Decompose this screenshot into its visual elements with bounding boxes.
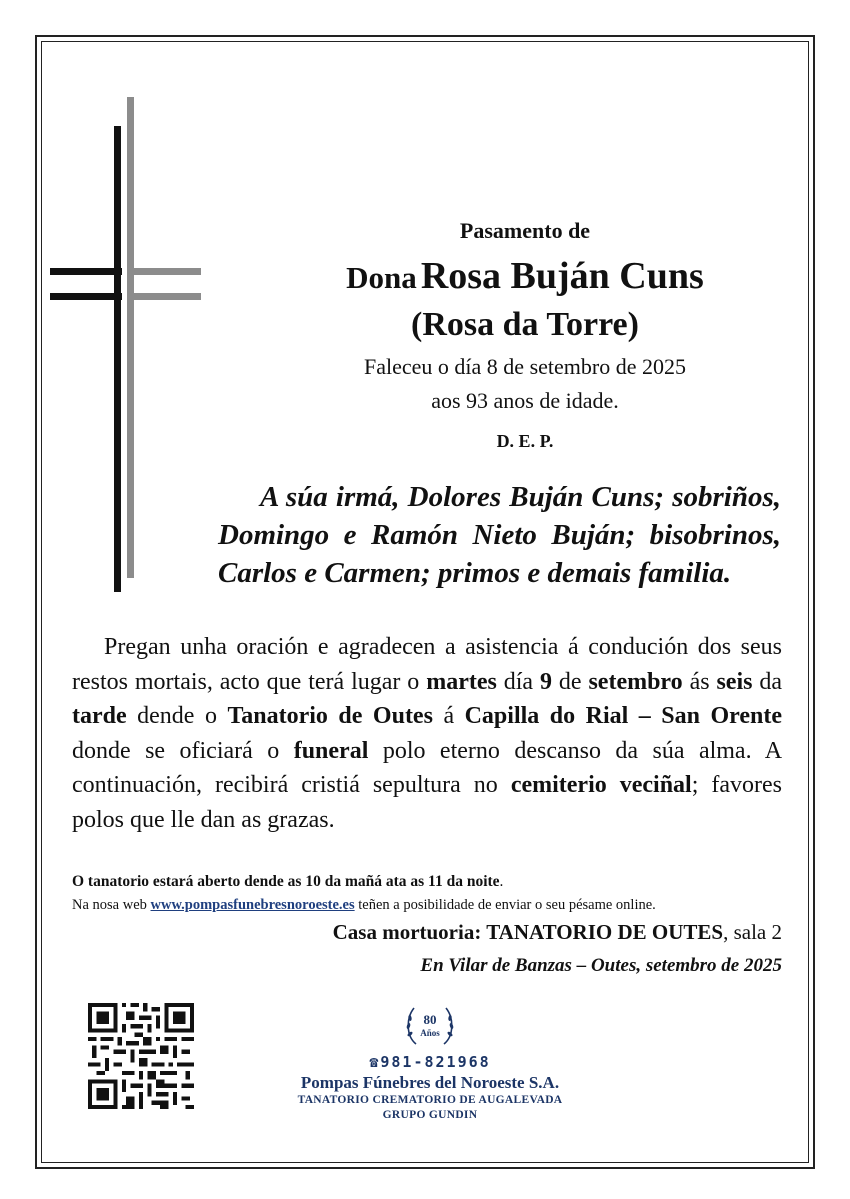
notice-heading: Pasamento de — [459, 218, 591, 243]
death-date: Faleceu o día 8 de setembro de 2025 — [364, 354, 686, 379]
deceased-name — [270, 254, 780, 298]
qr-code[interactable] — [88, 1003, 194, 1109]
company-subtitle-1: TANATORIO CREMATORIO DE AUGALEVADA — [297, 1094, 563, 1106]
phone-icon: ☎ — [369, 1053, 381, 1071]
rip-text: D. E. P. — [496, 431, 554, 451]
website-link[interactable]: www.pompasfunebresnoroeste.es — [150, 897, 355, 913]
mortuary-location: Casa mortuoria: TANATORIO DE OUTES, sala 2 — [332, 920, 782, 944]
cross-arm-black-bottom — [50, 293, 122, 300]
phone-number[interactable]: ☎981-821968 — [369, 1053, 491, 1071]
cross-arm-gray-top — [127, 268, 201, 275]
company-subtitle-2: GRUPO GUNDIN — [382, 1109, 478, 1121]
age-text: aos 93 anos de idade. — [431, 388, 619, 413]
anniversary-logo-icon — [402, 1000, 458, 1052]
honorific: Dona — [346, 260, 417, 295]
cross-vertical-black — [114, 126, 121, 592]
web-note: Na nosa web www.pompasfunebresnoroeste.es teñen a posibilidade de enviar o seu pésame online. — [72, 897, 656, 913]
cross-arm-gray-bottom — [127, 293, 201, 300]
inner-border — [41, 41, 809, 1163]
deceased-alias: (Rosa da Torre) — [411, 306, 639, 343]
place-and-date: En Vilar de Banzas – Outes, setembro de 2025 — [420, 955, 782, 976]
cross-vertical-gray — [127, 97, 134, 578]
ceremony-paragraph: Pregan unha oración e agradecen a asistencia á condución dos seus restos mortais, acto que terá lugar o martes día 9 de setembro ás seis da tarde dende o Tanatorio de Outes á Capilla do Rial – San Orente donde se oficiará o funeral polo eterno descanso da súa alma. A continuación, recibirá cristiá sepultura no cemiterio veciñal; favores polos que lle dan as grazas. — [72, 634, 783, 833]
family-list: A súa irmá, Dolores Buján Cuns; sobriños, Domingo e Ramón Nieto Buján; bisobrinos, Carlos e Carmen; primos e demais familia. — [218, 481, 781, 589]
opening-hours-note: O tanatorio estará aberto dende as 10 da mañá ata as 11 da noite. — [72, 873, 504, 890]
full-name: Rosa Buján Cuns — [420, 255, 704, 297]
logo-word: Años — [420, 1028, 440, 1038]
cross-arm-black-top — [50, 268, 122, 275]
company-name: Pompas Fúnebres del Noroeste S.A. — [300, 1073, 560, 1092]
logo-number: 80 — [423, 1012, 437, 1027]
